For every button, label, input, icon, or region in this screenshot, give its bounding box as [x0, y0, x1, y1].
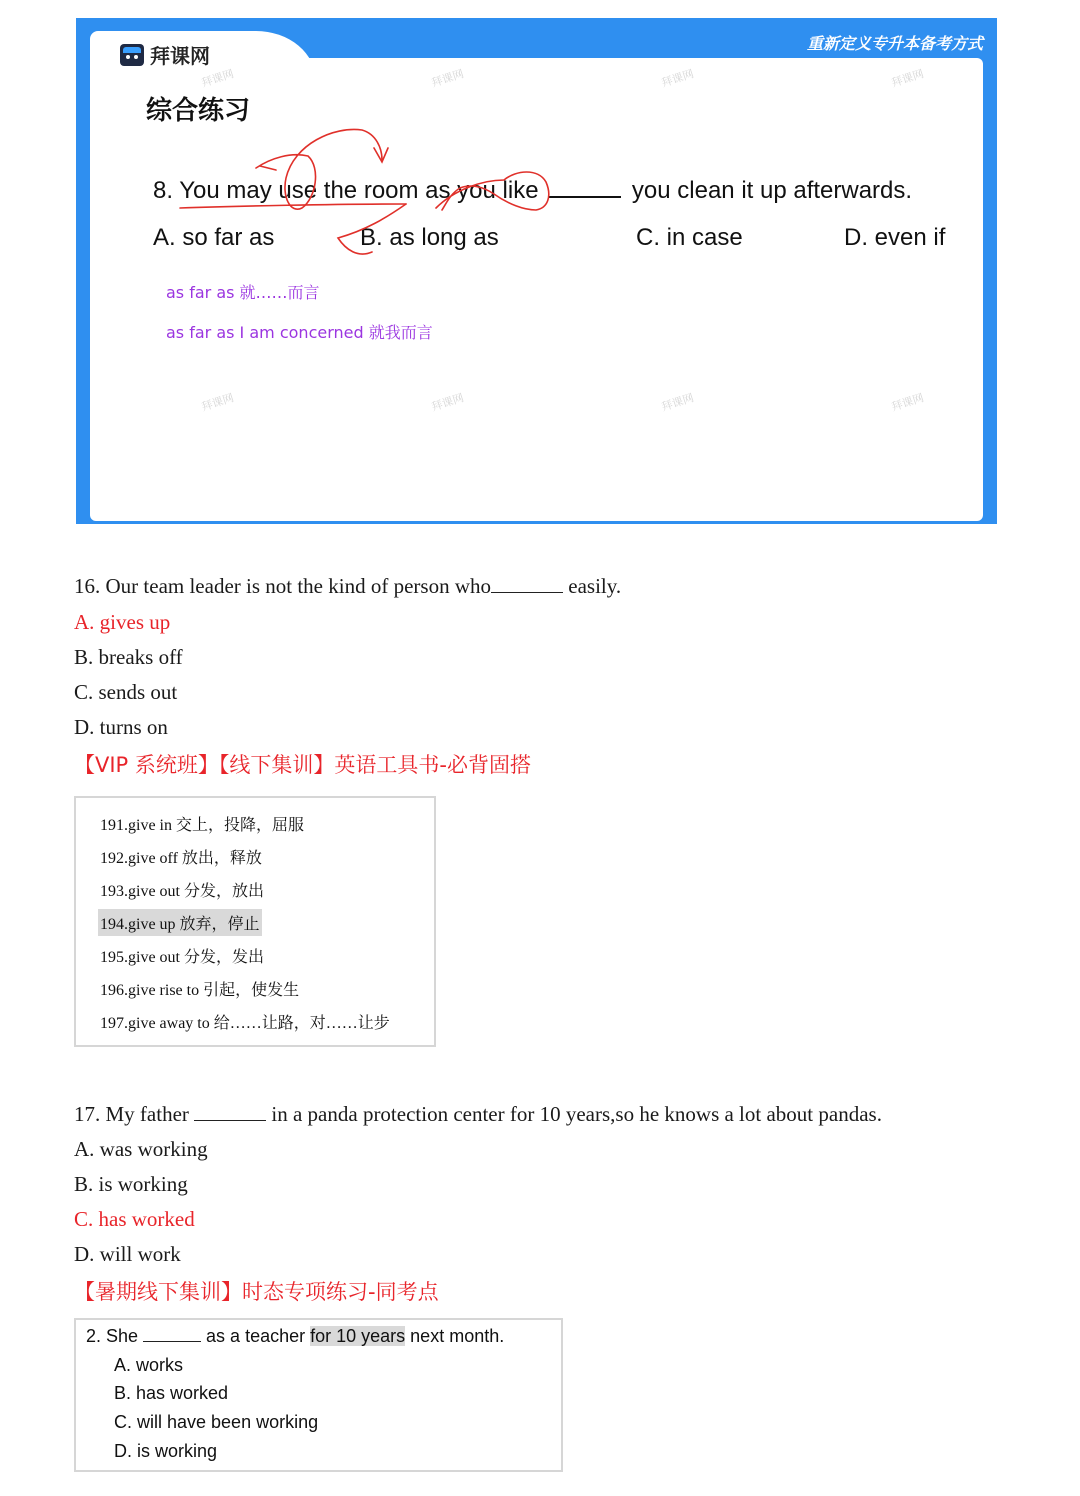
option-b: B. as long as	[360, 224, 499, 251]
stem-text-before: 17. My father	[74, 1102, 195, 1126]
vocab-item: 197.give away to 给……让路，对……让步	[100, 1015, 390, 1032]
slide-question	[153, 176, 912, 205]
q16-option-c: C. sends out	[74, 680, 178, 704]
note-line: as far as I am concerned 就我而言	[166, 323, 433, 342]
stem-text-middle: as a teacher	[201, 1326, 311, 1346]
question-16-stem	[74, 574, 621, 599]
stem-text-before: 2. She	[86, 1326, 144, 1346]
watermark: 拜课网	[429, 67, 466, 90]
vocab-item: 195.give out 分发，发出	[100, 949, 264, 966]
section-title-summer: 【暑期线下集训】时态专项练习-同考点	[74, 1280, 439, 1304]
question-text-after: you clean it up afterwards.	[631, 177, 913, 204]
similar-option-b: B. has worked	[114, 1383, 229, 1403]
question-17-stem	[74, 1102, 882, 1127]
watermark: 拜课网	[199, 391, 236, 414]
question-text-before: You may use the room as you like	[179, 177, 539, 204]
watermark: 拜课网	[889, 67, 926, 90]
watermark: 拜课网	[199, 67, 236, 90]
vocab-reference-box	[74, 796, 436, 1047]
option-c: C. in case	[636, 224, 743, 251]
q17-option-a: A. was working	[74, 1137, 208, 1161]
stem-text-after: next month.	[405, 1326, 505, 1346]
stem-text-after: easily.	[563, 574, 622, 598]
similar-question-stem	[86, 1326, 504, 1347]
option-d: D. even if	[844, 224, 946, 251]
vocab-item: 191.give in 交上，投降，屈服	[100, 817, 304, 834]
similar-option-a: A. works	[114, 1355, 184, 1375]
q16-option-d: D. turns on	[74, 715, 168, 739]
q17-option-b: B. is working	[74, 1172, 188, 1196]
answer-blank	[194, 1102, 266, 1121]
logo-icon	[120, 44, 144, 66]
slide-title: 综合练习	[146, 96, 251, 126]
watermark: 拜课网	[659, 67, 696, 90]
q17-option-d: D. will work	[74, 1242, 181, 1266]
logo-text: 拜课网	[150, 44, 210, 68]
q16-option-b: B. breaks off	[74, 645, 183, 669]
similar-option-d: D. is working	[114, 1441, 218, 1461]
logo	[120, 40, 210, 69]
watermark: 拜课网	[889, 391, 926, 414]
highlighted-phrase: for 10 years	[310, 1326, 406, 1346]
answer-blank	[143, 1327, 201, 1342]
slide-screenshot	[76, 18, 997, 524]
answer-blank	[491, 574, 563, 593]
slogan: 重新定义专升本备考方式	[806, 34, 983, 53]
watermark: 拜课网	[659, 391, 696, 414]
answer-blank	[549, 176, 621, 198]
question-number: 8.	[153, 177, 174, 204]
similar-option-c: C. will have been working	[114, 1412, 319, 1432]
similar-question-box	[74, 1318, 563, 1472]
option-a: A. so far as	[153, 224, 275, 251]
vocab-item: 192.give off 放出，释放	[100, 850, 262, 867]
q16-option-a-correct: A. gives up	[74, 610, 171, 634]
q17-option-c-correct: C. has worked	[74, 1207, 195, 1231]
vocab-item: 196.give rise to 引起，使发生	[100, 982, 300, 999]
vocab-item: 193.give out 分发，放出	[100, 883, 264, 900]
stem-text-after: in a panda protection center for 10 years,so he knows a lot about pandas.	[266, 1102, 882, 1126]
stem-text-before: 16. Our team leader is not the kind of person who	[74, 574, 491, 598]
section-title-vip: 【VIP 系统班】【线下集训】英语工具书-必背固搭	[74, 753, 531, 777]
note-line: as far as 就……而言	[166, 283, 320, 302]
watermark: 拜课网	[429, 391, 466, 414]
vocab-item-highlighted: 194.give up 放弃，停止	[98, 909, 262, 936]
